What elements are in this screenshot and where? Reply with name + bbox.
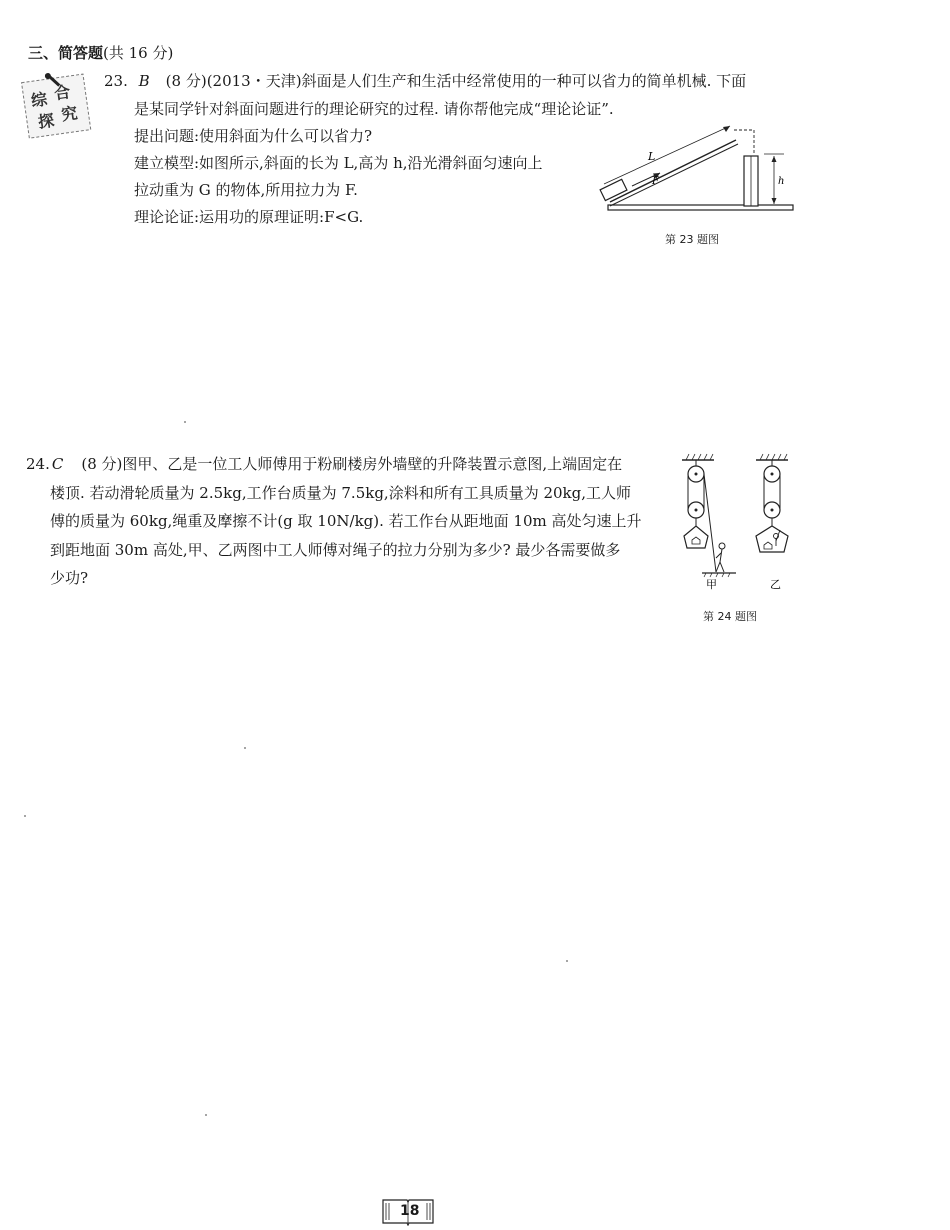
q24-pulley-figure: [678, 452, 806, 592]
q23-level: B: [138, 72, 150, 90]
q24-line-3: 傅的质量为 60kg,绳重及摩擦不计(g 取 10N/kg). 若工作台从距地面 10m 高处匀速上升: [50, 512, 642, 530]
page-number: 18: [400, 1203, 420, 1219]
section-points: (共 16 分): [103, 44, 174, 62]
stamp-char-2: 合: [53, 82, 72, 104]
q24-number: 24.: [26, 455, 50, 473]
print-speck: [184, 421, 186, 423]
q23-label-h: h: [778, 176, 785, 187]
section-title: [28, 42, 173, 63]
q23-line-5: 拉动重为 G 的物体,所用拉力为 F.: [134, 181, 358, 199]
q23-line-6: 理论论证:运用功的原理证明:F<G.: [134, 208, 364, 226]
print-speck: [244, 747, 246, 749]
q24-level: C: [51, 455, 64, 473]
q23-incline-figure: [596, 124, 796, 216]
q23-line-4: 建立模型:如图所示,斜面的长为 L,高为 h,沿光滑斜面匀速向上: [134, 154, 543, 172]
q24-label-jia: 甲: [706, 578, 717, 591]
print-speck: [205, 1114, 207, 1116]
q23-line-3: 提出问题:使用斜面为什么可以省力?: [134, 127, 373, 145]
stamp-char-3: 探: [36, 110, 56, 132]
q24-line-5: 少功?: [50, 569, 89, 587]
q23-line-2: 是某同学针对斜面问题进行的理论研究的过程. 请你帮他完成“理论论证”.: [134, 100, 614, 118]
q23-label-L: L: [648, 150, 656, 163]
q23-number: 23.: [104, 72, 128, 90]
q24-line-4: 到距地面 30m 高处,甲、乙两图中工人师傅对绳子的拉力分别为多少? 最少各需要做多: [50, 541, 621, 559]
q24-line-1: [26, 451, 622, 477]
q23-text-1: (8 分)(2013・天津)斜面是人们生产和生活中经常使用的一种可以省力的简单机械. 下面: [165, 72, 747, 90]
print-speck: [566, 960, 568, 962]
q23-line-1: [104, 68, 746, 94]
page-number-badge: [380, 1196, 436, 1226]
stamp-frame-icon: [18, 67, 97, 142]
q24-figure-caption: 第 24 题图: [703, 610, 757, 623]
q24-text-1: (8 分)图甲、乙是一位工人师傅用于粉刷楼房外墙壁的升降装置示意图,上端固定在: [81, 455, 623, 473]
print-speck: [24, 815, 26, 817]
section-title-text: 三、简答题: [28, 44, 104, 62]
q23-label-F: F: [652, 176, 659, 187]
q23-figure-caption: 第 23 题图: [665, 233, 719, 246]
comprehensive-inquiry-stamp: [18, 67, 97, 142]
q24-line-2: 楼顶. 若动滑轮质量为 2.5kg,工作台质量为 7.5kg,涂料和所有工具质量为 20kg,工人师: [50, 484, 632, 502]
stamp-char-4: 究: [60, 103, 79, 125]
q24-label-yi: 乙: [770, 578, 781, 591]
stamp-char-1: 综: [29, 89, 49, 111]
